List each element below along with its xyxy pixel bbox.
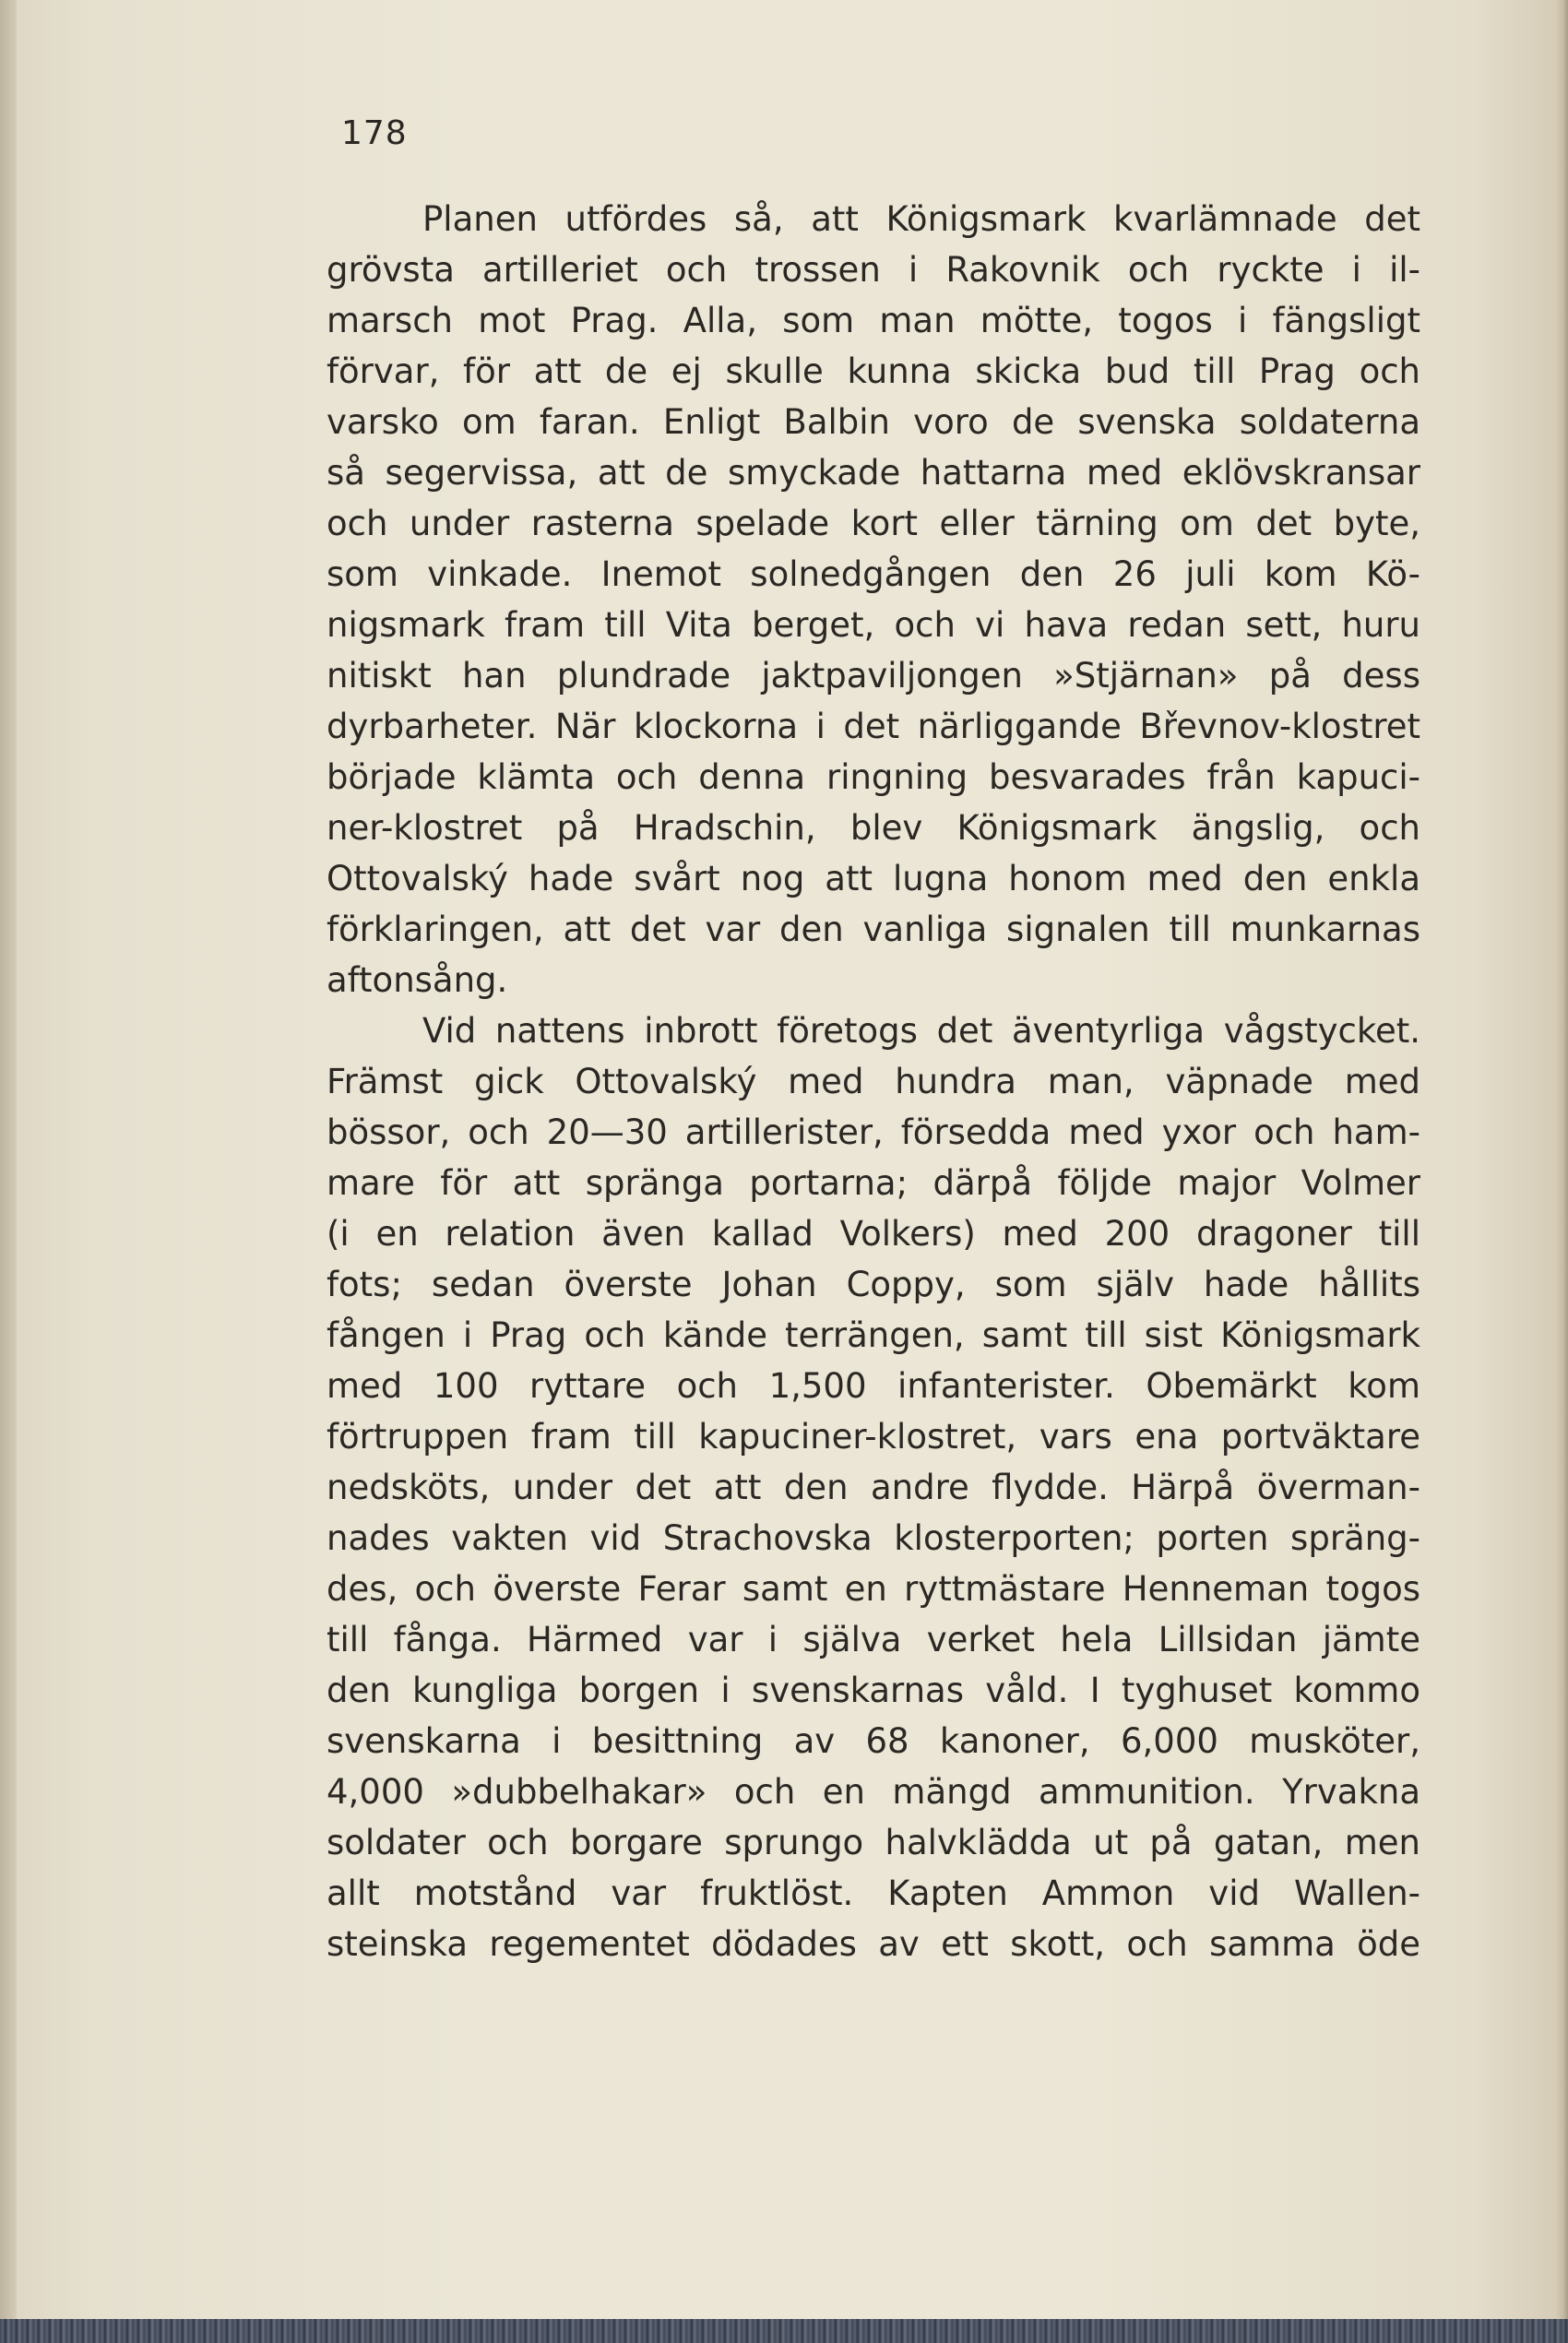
text-line: så segervissa, att de smyckade hattarna med eklövskransar — [327, 453, 1420, 493]
text-line: nades vakten vid Strachovska klosterporten; porten spräng- — [327, 1518, 1420, 1558]
text-line: ner-klostret på Hradschin, blev Königsmark ängslig, och — [327, 808, 1420, 848]
text-line: aftonsång. — [327, 960, 508, 1000]
text-line: och under rasterna spelade kort eller tärning om det byte, — [327, 504, 1420, 543]
text-line: varsko om faran. Enligt Balbin voro de svenska soldaterna — [327, 402, 1420, 442]
text-line: soldater och borgare sprungo halvklädda ut på gatan, men — [327, 1823, 1420, 1862]
text-line: nedsköts, under det att den andre flydde. Härpå överman- — [327, 1468, 1420, 1507]
text-line: (i en relation även kallad Volkers) med 200 dragoner till — [327, 1214, 1420, 1254]
text-line: nitiskt han plundrade jaktpaviljongen »Stjärnan» på dess — [327, 656, 1420, 696]
text-line: 4,000 »dubbelhakar» och en mängd ammunition. Yrvakna — [327, 1772, 1420, 1812]
text-line: dyrbarheter. När klockorna i det närliggande Břevnov-klostret — [327, 707, 1420, 746]
book-cover-edge — [0, 2319, 1568, 2343]
text-line: mare för att spränga portarna; därpå följde major Volmer — [327, 1163, 1420, 1203]
text-line: grövsta artilleriet och trossen i Rakovnik och ryckte i il- — [327, 250, 1420, 290]
text-line: förklaringen, att det var den vanliga signalen till munkarnas — [327, 910, 1420, 949]
text-line: Ottovalský hade svårt nog att lugna honom med den enkla — [327, 859, 1420, 898]
text-line: des, och överste Ferar samt en ryttmästare Henneman togos — [327, 1569, 1420, 1609]
page-gutter — [0, 0, 17, 2343]
text-line: till fånga. Härmed var i själva verket hela Lillsidan jämte — [327, 1620, 1420, 1659]
page-edge-right — [1555, 0, 1568, 2343]
body-text — [327, 194, 1420, 1969]
text-line: bössor, och 20—30 artillerister, försedda med yxor och ham- — [327, 1112, 1420, 1152]
text-line: förtruppen fram till kapuciner-klostret, vars ena portväktare — [327, 1417, 1420, 1457]
text-line: svenskarna i besittning av 68 kanoner, 6,000 musköter, — [327, 1721, 1420, 1761]
text-line: med 100 ryttare och 1,500 infanterister. Obemärkt kom — [327, 1366, 1420, 1406]
text-line: förvar, för att de ej skulle kunna skicka bud till Prag och — [327, 351, 1420, 391]
text-line: fången i Prag och kände terrängen, samt till sist Königsmark — [327, 1315, 1420, 1355]
text-line: nigsmark fram till Vita berget, och vi hava redan sett, huru — [327, 605, 1420, 645]
text-line: Planen utfördes så, att Königsmark kvarlämnade det — [422, 199, 1420, 239]
text-line: fots; sedan överste Johan Coppy, som själv hade hållits — [327, 1265, 1420, 1304]
text-line: Vid nattens inbrott företogs det äventyrliga vågstycket. — [422, 1011, 1420, 1051]
text-line: den kungliga borgen i svenskarnas våld. I tyghuset kommo — [327, 1671, 1420, 1710]
text-line: som vinkade. Inemot solnedgången den 26 juli kom Kö- — [327, 554, 1420, 594]
text-line: Främst gick Ottovalský med hundra man, väpnade med — [327, 1062, 1420, 1101]
text-line: steinska regementet dödades av ett skott, och samma öde — [327, 1924, 1420, 1964]
text-line: marsch mot Prag. Alla, som man mötte, togos i fängsligt — [327, 301, 1420, 340]
text-line: allt motstånd var fruktlöst. Kapten Ammon vid Wallen- — [327, 1873, 1420, 1913]
page-number: 178 — [341, 114, 408, 152]
text-line: började klämta och denna ringning besvarades från kapuci- — [327, 757, 1420, 797]
